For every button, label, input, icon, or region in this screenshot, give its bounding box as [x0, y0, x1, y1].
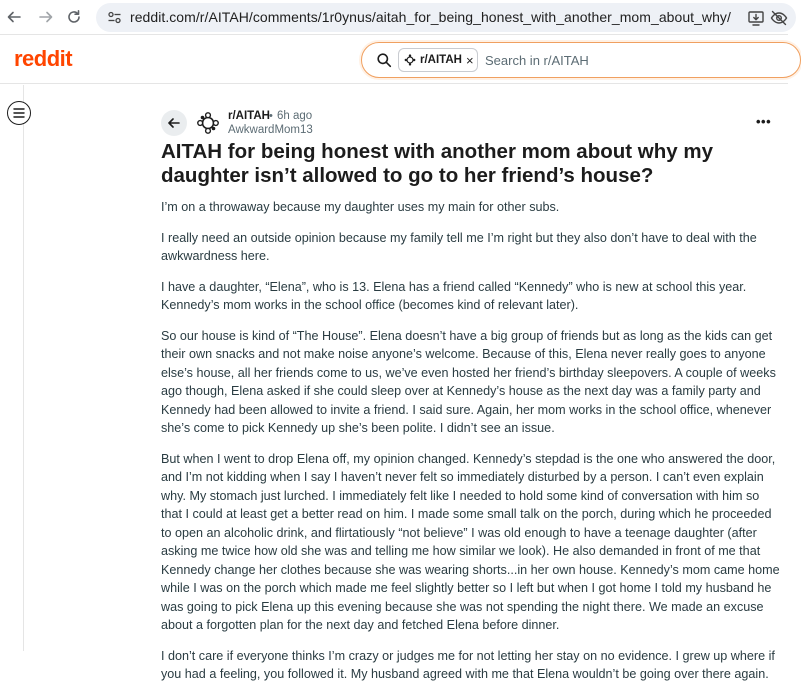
- left-sidebar-rail: [0, 85, 24, 651]
- post-paragraph: I have a daughter, “Elena”, who is 13. Elena has a friend called “Kennedy” who is new at school this year. Kennedy’s mom works in the school office (becomes kind of relevant later).: [161, 279, 747, 312]
- post-paragraph: I’m on a throwaway because my daughter uses my main for other subs.: [161, 200, 560, 214]
- community-filter-chip[interactable]: [398, 48, 478, 72]
- community-icon: [404, 54, 416, 66]
- reddit-logo[interactable]: reddit: [14, 46, 73, 71]
- post-paragraph: But when I went to drop Elena off, my opinion changed. Kennedy’s stepdad is the one who answered the door, and I’m not kidding when I say I haven’t never felt so immediately disturbed by a person. I can’t even explain why. My stomach just lurched. I immediately felt like I needed to hold some kind of conversation with him so that I could at least get a better read on him. I made some small talk on the porch, during which he proceeded to open an alcoholic drink, and flirtatiously “not believe” I was old enough to have a teenage daughter (after asking me twice how old she was and telling me how similar we look). He also demanded in front of me that Kennedy change her clothes because she was wearing shorts...in her own house. Kennedy’s mom came home while I was on the porch which made me feel slightly better so I left but when I got home I told my husband he was going to pick Elena up this evening because she was not spending the night there. We made an excuse about a forgotten plan for the next day and fetched Elena before dinner.: [161, 451, 780, 632]
- reddit-header: [0, 36, 788, 84]
- post-meta: [161, 110, 781, 138]
- search-bar[interactable]: [361, 42, 801, 78]
- arrow-left-icon: [6, 9, 22, 25]
- install-app-icon[interactable]: [747, 9, 765, 27]
- search-input[interactable]: Search in r/AITAH: [485, 53, 589, 68]
- post-paragraph: So our house is kind of “The House”. Elena doesn’t have a big group of friends but as long as the kids can get their own snacks and not make noise anyone’s welcome. Because of this, Elena never really goes to anyone else’s house, all her friends come to us, we’ve even hosted her friend’s birthday sleepovers. A couple of weeks ago though, Elena asked if she could sleep over at Kennedy’s house as the next day was a family party and Kennedy had been allowed to invite a friend. I said sure. Again, her mom works in the school office, whenever she’s come to pick Kennedy up she’s been polite. I didn’t see an issue.: [161, 328, 776, 435]
- browser-reload-button[interactable]: [64, 7, 84, 27]
- browser-back-button[interactable]: [4, 7, 24, 27]
- post-paragraph: I don’t care if everyone thinks I’m crazy or judges me for not letting her stay on no evidence. I grew up where if you had a feeling, you followed it. My husband agreed with me that Elena wouldn’t be going over there again.: [161, 648, 775, 681]
- address-bar[interactable]: [96, 3, 796, 32]
- post-body: [161, 198, 781, 696]
- meta-separator: •: [269, 110, 273, 122]
- post-paragraph: I really need an outside opinion because my family tell me I’m right but they also don’t have to deal with the awkwardness here.: [161, 230, 757, 263]
- arrow-left-icon: [167, 116, 181, 130]
- post-overflow-menu-button[interactable]: •••: [756, 114, 772, 129]
- subreddit-link[interactable]: r/AITAH: [228, 110, 270, 122]
- post-timestamp: 6h ago: [277, 110, 313, 122]
- post-back-button[interactable]: [161, 110, 187, 136]
- close-icon[interactable]: ×: [465, 52, 474, 68]
- hamburger-menu-icon: [13, 108, 25, 118]
- reload-icon: [66, 9, 82, 25]
- arrow-right-icon: [38, 9, 54, 25]
- aitah-community-icon[interactable]: [197, 112, 219, 134]
- author-link[interactable]: AwkwardMom13: [228, 124, 313, 136]
- search-icon: [376, 52, 392, 68]
- community-chip-label: r/AITAH: [420, 54, 462, 66]
- browser-toolbar: [0, 0, 788, 35]
- post-title: AITAH for being honest with another mom about why my daughter isn’t allowed to go to her friend’s house?: [161, 140, 713, 187]
- expand-navigation-button[interactable]: [7, 101, 31, 125]
- tune-icon[interactable]: [107, 10, 122, 25]
- url-text[interactable]: reddit.com/r/AITAH/comments/1r0ynus/aitah_for_being_honest_with_another_mom_about_why/: [130, 9, 731, 25]
- browser-forward-button[interactable]: [36, 7, 56, 27]
- eye-off-icon[interactable]: [770, 9, 788, 27]
